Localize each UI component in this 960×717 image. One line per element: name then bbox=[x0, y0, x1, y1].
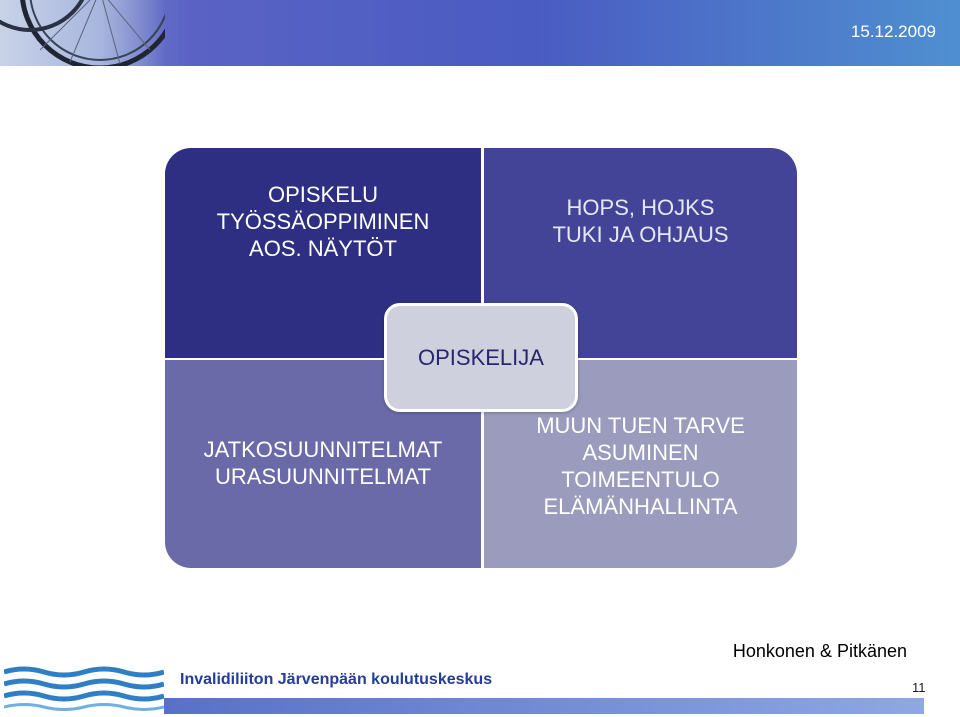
header-banner bbox=[0, 0, 960, 66]
quadrant-text: TOIMEENTULO bbox=[561, 467, 720, 492]
quadrant-text: ELÄMÄNHALLINTA bbox=[543, 493, 738, 519]
authors: Honkonen & Pitkänen bbox=[732, 641, 907, 661]
quadrant-text: AOS. NÄYTÖT bbox=[249, 235, 397, 261]
quadrant-text: ASUMINEN bbox=[582, 440, 699, 466]
slide-date: 15.12.2009 bbox=[850, 22, 936, 41]
quadrant-text: TUKI JA OHJAUS bbox=[552, 221, 729, 247]
quadrant-text: HOPS, HOJKS bbox=[566, 195, 715, 220]
center-box bbox=[384, 303, 578, 412]
quadrant-text: TYÖSSÄOPPIMINEN bbox=[216, 208, 430, 234]
wave-logo-icon bbox=[4, 664, 164, 712]
quadrant-text: OPISKELU bbox=[267, 182, 379, 207]
footer-bar bbox=[164, 698, 924, 714]
organization-name: Invalidiliiton Järvenpään koulutuskeskus bbox=[180, 671, 493, 688]
page-number: 11 bbox=[912, 680, 926, 695]
quadrant-text: MUUN TUEN TARVE bbox=[536, 413, 745, 439]
center-label: OPISKELIJA bbox=[418, 344, 544, 370]
quadrant-text: URASUUNNITELMAT bbox=[215, 464, 431, 489]
quadrant-text: JATKOSUUNNITELMAT bbox=[203, 437, 443, 463]
wheelchair-photo bbox=[0, 0, 165, 66]
